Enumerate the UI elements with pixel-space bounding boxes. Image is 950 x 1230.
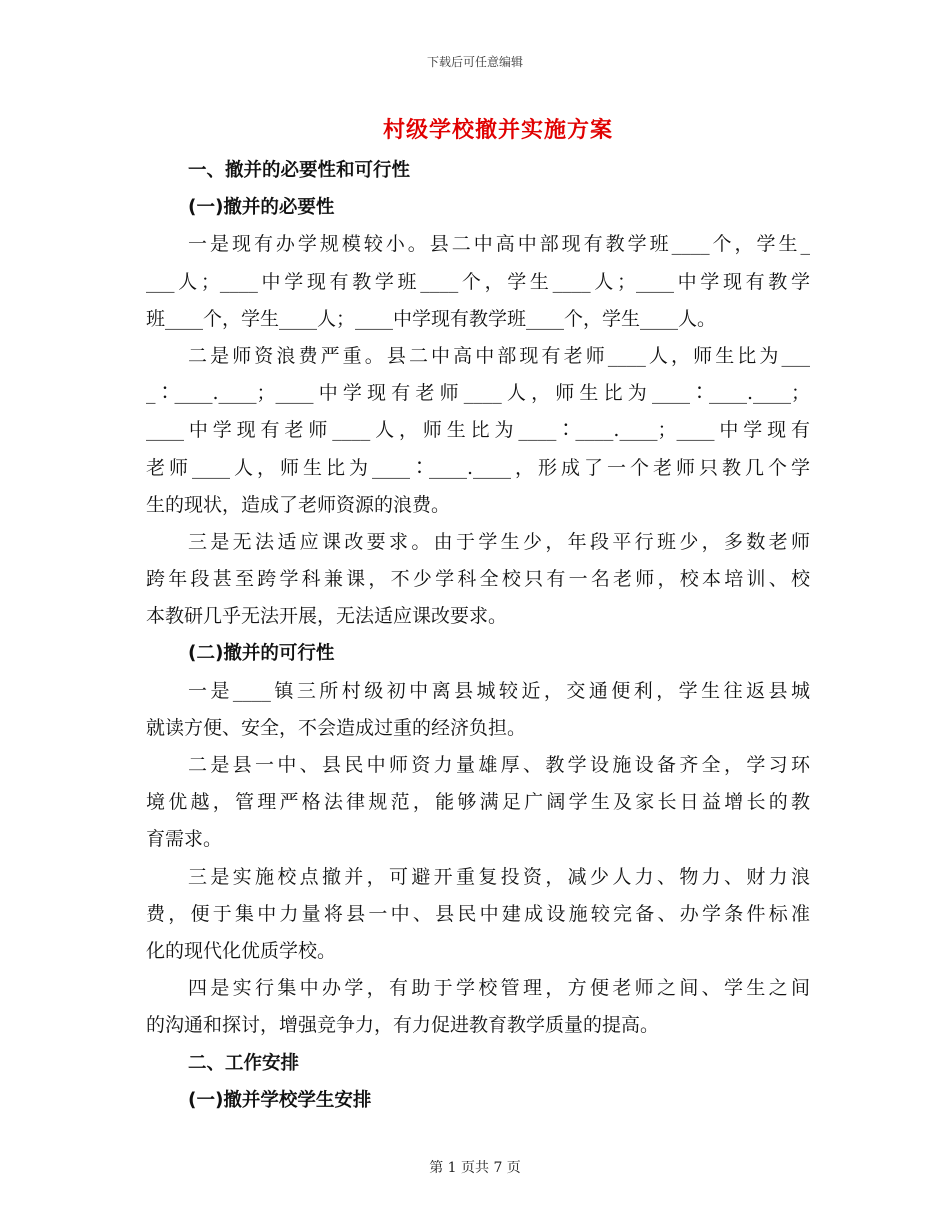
section-heading: (一)撤并的必要性: [188, 197, 335, 219]
section-heading: (一)撤并学校学生安排: [188, 1089, 372, 1111]
paragraph-line: ____中学现有老师____人，师生比为____∶____.____；____中学现有: [146, 419, 810, 442]
paragraph-line: 境优越，管理严格法律规范，能够满足广阔学生及家长日益增长的教: [146, 791, 810, 814]
paragraph-line: 本教研几乎无法开展，无法适应课改要求。: [146, 605, 508, 628]
paragraph-line: 二是县一中、县民中师资力量雄厚、教学设施设备齐全，学习环: [188, 754, 810, 776]
paragraph-line: 班____个，学生____人；____中学现有教学班____个，学生____人。: [146, 307, 717, 330]
page-header: 下载后可任意编辑: [426, 55, 523, 69]
document-body: [146, 152, 810, 1119]
paragraph-line: 老师____人，师生比为____∶____.____，形成了一个老师只教几个学: [146, 456, 810, 479]
paragraph-line: _∶____.____；____中学现有老师____人，师生比为____∶____.____；: [146, 382, 810, 405]
paragraph-line: ___人；____中学现有教学班____个，学生____人；____中学现有教学: [146, 270, 810, 293]
paragraph-line: 一是____镇三所村级初中离县城较近，交通便利，学生往返县城: [188, 679, 810, 702]
paragraph-line: 三是无法适应课改要求。由于学生少，年段平行班少，多数老师: [188, 530, 810, 553]
document-title: 村级学校撤并实施方案: [382, 118, 613, 143]
section-heading: 二、工作安排: [188, 1052, 300, 1074]
paragraph-line: 的沟通和探讨，增强竞争力，有力促进教育教学质量的提高。: [146, 1014, 660, 1037]
paragraph-line: 化的现代化优质学校。: [146, 939, 337, 962]
paragraph-line: 四是实行集中办学，有助于学校管理，方便老师之间、学生之间: [188, 977, 810, 1000]
paragraph-line: 二是师资浪费严重。县二中高中部现有老师____人，师生比为___: [188, 344, 810, 367]
paragraph-line: 跨年段甚至跨学科兼课，不少学科全校只有一名老师，校本培训、校: [146, 568, 810, 591]
paragraph-line: 费，便于集中力量将县一中、县民中建成设施较完备、办学条件标准: [146, 902, 810, 925]
paragraph-line: 育需求。: [146, 828, 223, 851]
paragraph-line: 生的现状，造成了老师资源的浪费。: [146, 493, 451, 516]
paragraph-line: 三是实施校点撤并，可避开重复投资，减少人力、物力、财力浪: [188, 865, 810, 888]
paragraph-line: 一是现有办学规模较小。县二中高中部现有教学班____个，学生_: [188, 233, 810, 256]
section-heading: 一、撤并的必要性和可行性: [188, 160, 411, 181]
section-heading: (二)撤并的可行性: [188, 643, 335, 665]
page-footer: 第 1 页共 7 页: [429, 1160, 521, 1176]
paragraph-line: 就读方便、安全，不会造成过重的经济负担。: [146, 716, 527, 739]
